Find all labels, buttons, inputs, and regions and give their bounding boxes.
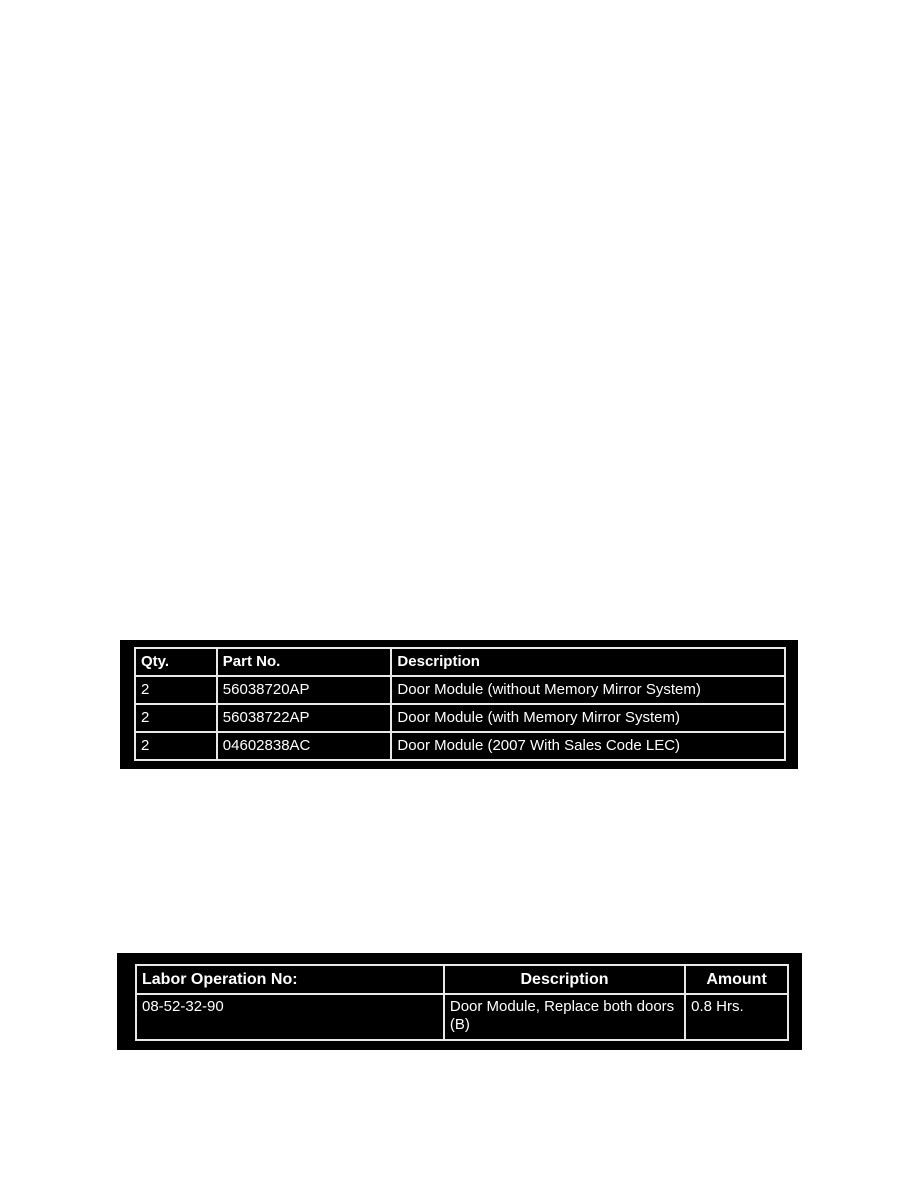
labor-cell-description: Door Module, Replace both doors (B)	[444, 994, 685, 1040]
parts-table-header-row	[135, 648, 785, 676]
labor-header-description: Description	[444, 965, 685, 994]
labor-cell-amount: 0.8 Hrs.	[685, 994, 788, 1040]
parts-table-panel	[120, 640, 798, 769]
parts-cell-qty: 2	[135, 704, 217, 732]
table-row	[135, 732, 785, 760]
labor-header-amount: Amount	[685, 965, 788, 994]
parts-cell-part-no: 56038722AP	[217, 704, 392, 732]
parts-cell-description: Door Module (without Memory Mirror System)	[391, 676, 785, 704]
labor-cell-operation-no: 08-52-32-90	[136, 994, 444, 1040]
parts-cell-description: Door Module (2007 With Sales Code LEC)	[391, 732, 785, 760]
parts-header-qty: Qty.	[135, 648, 217, 676]
parts-cell-description: Door Module (with Memory Mirror System)	[391, 704, 785, 732]
parts-cell-qty: 2	[135, 676, 217, 704]
parts-cell-part-no: 04602838AC	[217, 732, 392, 760]
parts-cell-part-no: 56038720AP	[217, 676, 392, 704]
labor-table-header-row	[136, 965, 788, 994]
labor-table	[135, 964, 789, 1041]
table-row	[136, 994, 788, 1040]
labor-table-panel	[117, 953, 802, 1050]
parts-table	[134, 647, 786, 761]
parts-header-description: Description	[391, 648, 785, 676]
parts-cell-qty: 2	[135, 732, 217, 760]
table-row	[135, 676, 785, 704]
parts-header-part-no: Part No.	[217, 648, 392, 676]
labor-header-operation-no: Labor Operation No:	[136, 965, 444, 994]
table-row	[135, 704, 785, 732]
